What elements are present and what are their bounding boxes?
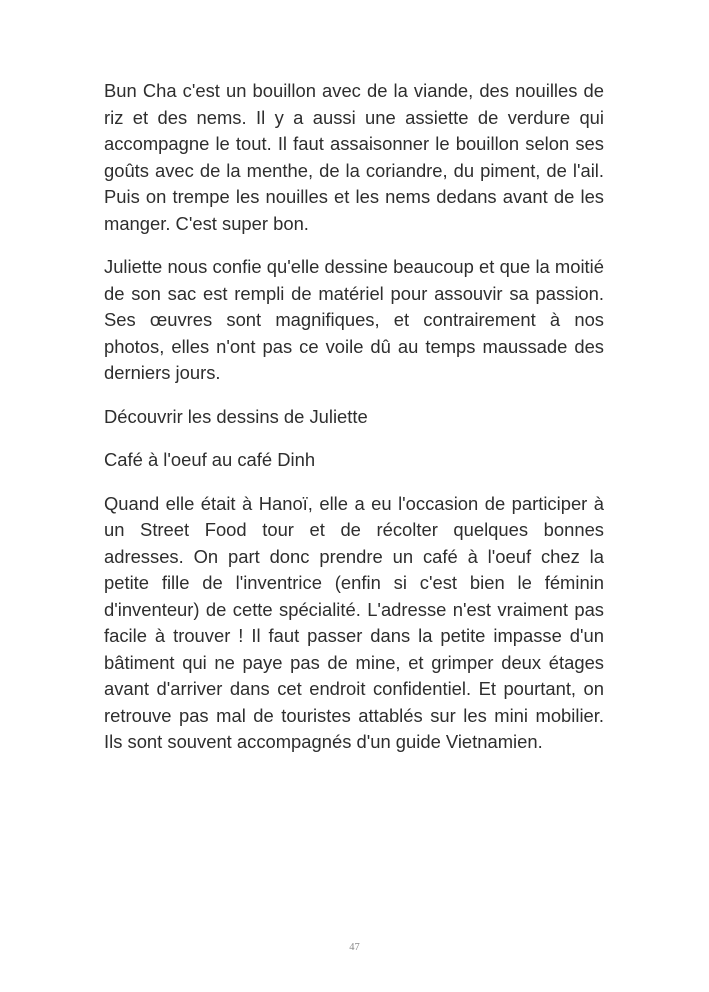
paragraph-hanoi: Quand elle était à Hanoï, elle a eu l'occasion de participer à un Street Food tour et de récolter quelques bonnes adresses. On part donc prendre un café à l'oeuf chez la petite fille de l'inventrice (enfin si c'est bien le féminin d'inventeur) de cette spécialité. L'adresse n'est vraiment pas facile à trouver ! Il faut passer dans la petite impasse d'un bâtiment qui ne paye pas de mine, et grimper deux étages avant d'arriver dans cet endroit confidentiel. Et pourtant, on retrouve pas mal de touristes attablés sur les mini mobilier. Ils sont souvent accompagnés d'un guide Vietnamien.	[104, 492, 604, 752]
section-title-cafe: Café à l'oeuf au café Dinh	[104, 449, 316, 470]
body-text	[104, 78, 604, 773]
page-number: 47	[349, 942, 360, 953]
link-juliette-drawings[interactable]: Découvrir les dessins de Juliette	[104, 405, 368, 427]
paragraph-bun-cha: Bun Cha c'est un bouillon avec de la viande, des nouilles de riz et des nems. Il y a aussi une assiette de verdure qui accompagne le tout. Il faut assaisonner le bouillon selon ses goûts avec de la menthe, de la coriandre, du piment, de l'ail. Puis on trempe les nouilles et les nems dedans avant de les manger. C'est super bon.	[104, 80, 604, 234]
paragraph-juliette: Juliette nous confie qu'elle dessine beaucoup et que la moitié de son sac est rempli de matériel pour assouvir sa passion. Ses œuvres sont magnifiques, et contrairement à nos photos, elles n'ont pas ce voile dû au temps maussade des derniers jours.	[104, 256, 604, 383]
